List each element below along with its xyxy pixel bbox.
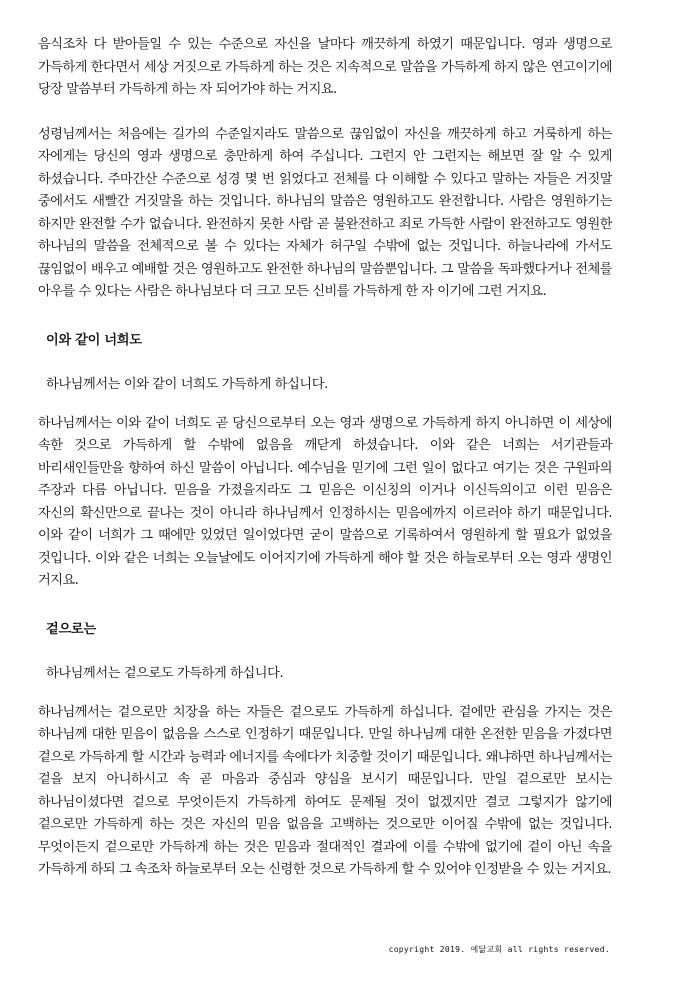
section-intro-2: 하나님께서는 겉으로도 가득하게 하십니다. xyxy=(46,665,284,681)
section-heading-2: 겉으로는 xyxy=(46,621,96,637)
copyright-footer: copyright 2019. 예닮교회 all rights reserved. xyxy=(388,945,610,954)
document-body xyxy=(38,34,612,882)
section-intro-1: 하나님께서는 이와 같이 너희도 가득하게 하십니다. xyxy=(46,376,328,392)
paragraph-4: 하나님께서는 겉으로만 치장을 하는 자들은 겉으로도 가득하게 하십니다. 겉에만 관심을 가지는 것은 하나님께 대한 믿음이 없음을 스스로 인정하기 때문입니다. 만일 하나님께 대한 온전한 믿음을 가졌다면 겉으로 가득하게 할 시간과 능력과 에너지를 속에다가 치중할 것이기 때문입니다. 왜냐하면 하나님께서는 겉을 보지 아니하시고 속 곧 마음과 중심과 양심을 보시기 때문입니다. 만일 겉으로만 보시는 하나님이셨다면 겉으로 무엇이든지 가득하게 하여도 문제될 것이 없겠지만 결코 그렇지가 않기에 겉으로만 가득하게 하는 것은 자신의 믿음 없음을 고백하는 것으로만 이어질 수밖에 없는 것입니다. 무엇이든지 겉으로만 가득하게 하는 것은 믿음과 절대적인 결과에 이를 수밖에 없기에 겉이 아닌 속을 가득하게 하되 그 속조차 하늘로부터 오는 신령한 것으로 가득하게 할 수 있어야 인정받을 수 있는 거지요. xyxy=(38,704,612,877)
paragraph-2: 성령님께서는 처음에는 길가의 수준일지라도 말씀으로 끊임없이 자신을 깨끗하게 하고 거룩하게 하는 자에게는 당신의 영과 생명으로 충만하게 하여 주십니다. 그런지 안 그런지는 해보면 잘 알 수 있게 하셨습니다. 주마간산 수준으로 성경 몇 번 읽었다고 전체를 다 이해할 수 있다고 말하는 자들은 거짓말 중에서도 새빨간 거짓말을 하는 것입니다. 하나님의 말씀은 영원하고도 완전합니다. 사람은 영원하기는 하지만 완전할 수가 없습니다. 완전하지 못한 사람 곧 불완전하고 죄로 가득한 사람이 완전하고도 영원한 하나님의 말씀을 전체적으로 볼 수 있다는 자체가 허구일 수밖에 없는 것입니다. 하늘나라에 가서도 끊임없이 배우고 예배할 것은 영원하고도 완전한 하나님의 말씀뿐입니다. 그 말씀을 독파했다거나 전체를 아우를 수 있다는 사람은 하나님보다 더 크고 모든 신비를 가득하게 한 자 이기에 그런 거지요. xyxy=(38,126,612,299)
paragraph-3: 하나님께서는 이와 같이 너희도 곧 당신으로부터 오는 영과 생명으로 가득하게 하지 아니하면 이 세상에 속한 것으로 가득하게 할 수밖에 없음을 깨닫게 하셨습니다. 이와 같은 너희는 서기관들과 바리새인들만을 향하여 하신 말씀이 아닙니다. 예수님을 믿기에 그런 일이 없다고 여기는 것은 구원파의 주장과 다름 아닙니다. 믿음을 가졌을지라도 그 믿음은 이신칭의 이거나 이신득의이고 이런 믿음은 자신의 확신만으로 끝나는 것이 아니라 하나님께서 인정하시는 믿음에까지 이르러야 하기 때문입니다. 이와 같이 너희가 그 때에만 있었던 일이었다면 굳이 말씀으로 기록하여서 영원하게 할 필요가 없었을 것입니다. 이와 같은 너희는 오늘날에도 이어지기에 가득하게 해야 할 것은 하늘로부터 오는 영과 생명인 거지요. xyxy=(38,415,612,588)
section-heading-1: 이와 같이 너희도 xyxy=(46,332,142,348)
paragraph-1: 음식조차 다 받아들일 수 있는 수준으로 자신을 날마다 깨끗하게 하였기 때문입니다. 영과 생명으로 가득하게 한다면서 세상 거짓으로 가득하게 하는 것은 지속적으로 말씀을 가득하게 하지 않은 연고이기에 당장 말씀부터 가득하게 하는 자 되어가야 하는 거지요. xyxy=(38,37,612,97)
